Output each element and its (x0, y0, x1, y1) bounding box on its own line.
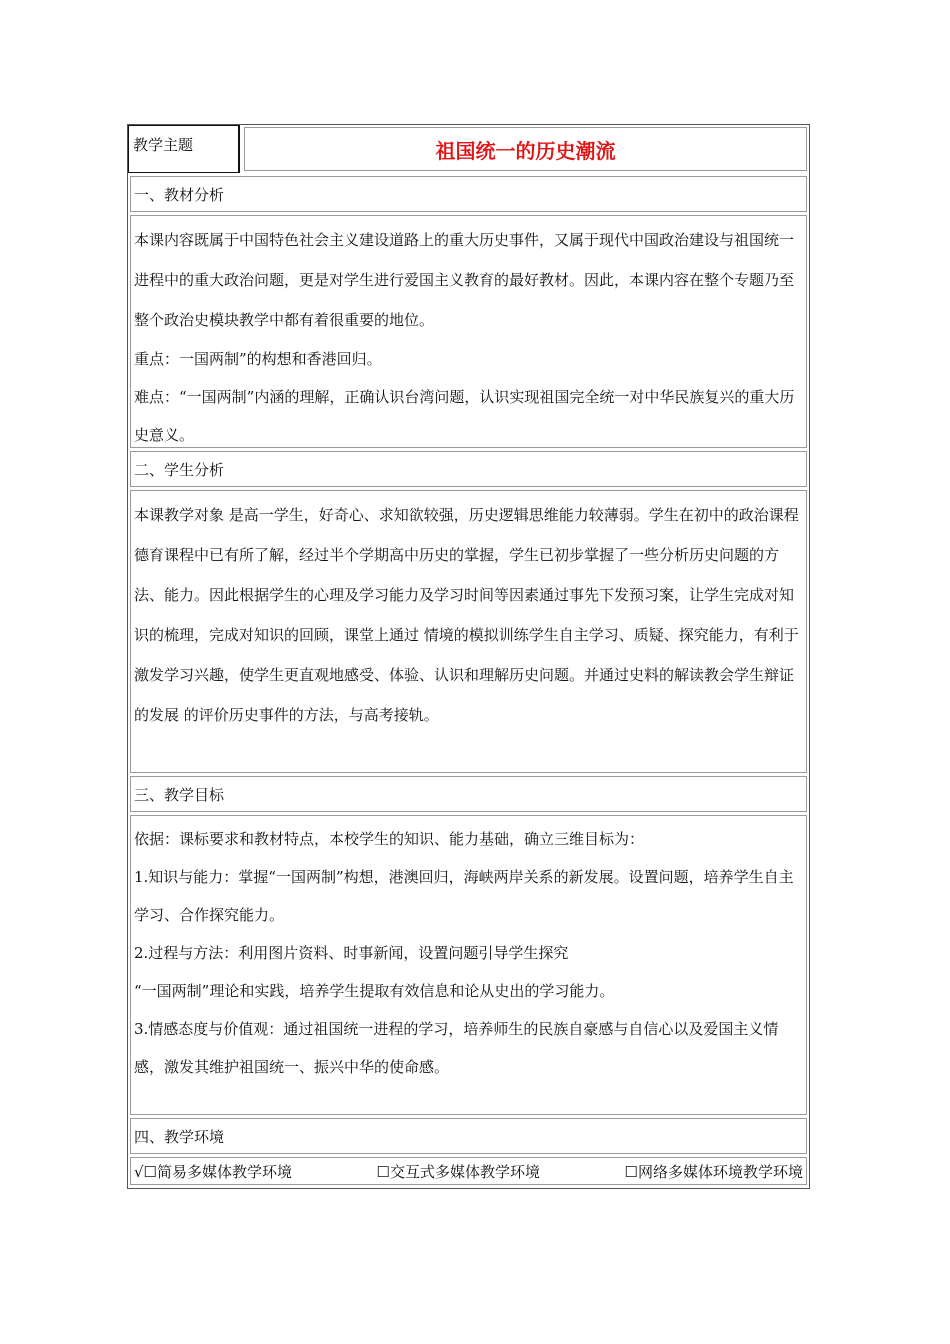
goals-process: 2.过程与方法：利用图片资料、时事新闻，设置问题引导学生探究 (134, 944, 569, 962)
students-paragraph: 本课教学对象 是高一学生，好奇心、求知欲较强，历史逻辑思维能力较薄弱。学生在初中的政治课程德育课程中已有所了解，经过半个学期高中历史的掌握，学生已初步掌握了一些分析历史问题的方法、能力。因此根据学生的心理及学习能力及学习时间等因素通过事先下发预习案，让学生完成对知识的梳理，完成对知识的回顾，课堂上通过 情境的模拟训练学生自主学习、质疑、探究能力，有利于激发学习兴趣，使学生更直观地感受、体验、认识和理解历史问题。并通过史料的解读教会学生辩证的发展 的评价历史事件的方法，与高考接轨。 (134, 506, 799, 724)
section-body-students (130, 490, 807, 773)
section-body-goals (130, 815, 807, 1115)
material-difficult-point: 难点：“一国两制”内涵的理解，正确认识台湾问题，认识实现祖国完全统一对中华民族复兴的重大历史意义。 (134, 388, 795, 444)
lesson-title: 祖国统一的历史潮流 (244, 127, 807, 171)
topic-label: 教学主题 (128, 125, 240, 173)
section-heading-students: 二、学生分析 (130, 451, 807, 487)
goals-knowledge: 1.知识与能力：掌握“一国两制”构想，港澳回归，海峡两岸关系的新发展。设置问题，培养学生自主学习、合作探究能力。 (134, 868, 794, 924)
material-paragraph: 本课内容既属于中国特色社会主义建设道路上的重大历史事件，又属于现代中国政治建设与祖国统一进程中的重大政治问题，更是对学生进行爱国主义教育的最好教材。因此，本课内容在整个专题乃至整个政治史模块教学中都有着很重要的地位。 (134, 231, 795, 329)
section-heading-material: 一、教材分析 (130, 176, 807, 212)
section-heading-goals: 三、教学目标 (130, 776, 807, 812)
section-body-material (130, 215, 807, 448)
section-heading-env: 四、教学环境 (130, 1118, 807, 1154)
goals-process-cont: “一国两制”理论和实践，培养学生提取有效信息和论从史出的学习能力。 (134, 982, 615, 1000)
material-key-point: 重点：一国两制”的构想和香港回归。 (134, 350, 382, 368)
env-option-interactive[interactable]: ☐交互式多媒体教学环境 (376, 1163, 540, 1181)
env-option-network[interactable]: ☐网络多媒体环境教学环境 (624, 1163, 803, 1181)
env-option-simple[interactable]: √☐简易多媒体教学环境 (134, 1163, 293, 1181)
title-row (128, 125, 809, 173)
goals-basis: 依据：课标要求和教材特点，本校学生的知识、能力基础，确立三维目标为： (134, 830, 645, 848)
lesson-plan-table (127, 124, 810, 1189)
goals-attitude: 3.情感态度与价值观：通过祖国统一进程的学习，培养师生的民族自豪感与自信心以及爱国主义情感，激发其维护祖国统一、振兴中华的使命感。 (134, 1020, 779, 1076)
env-options (130, 1157, 807, 1185)
